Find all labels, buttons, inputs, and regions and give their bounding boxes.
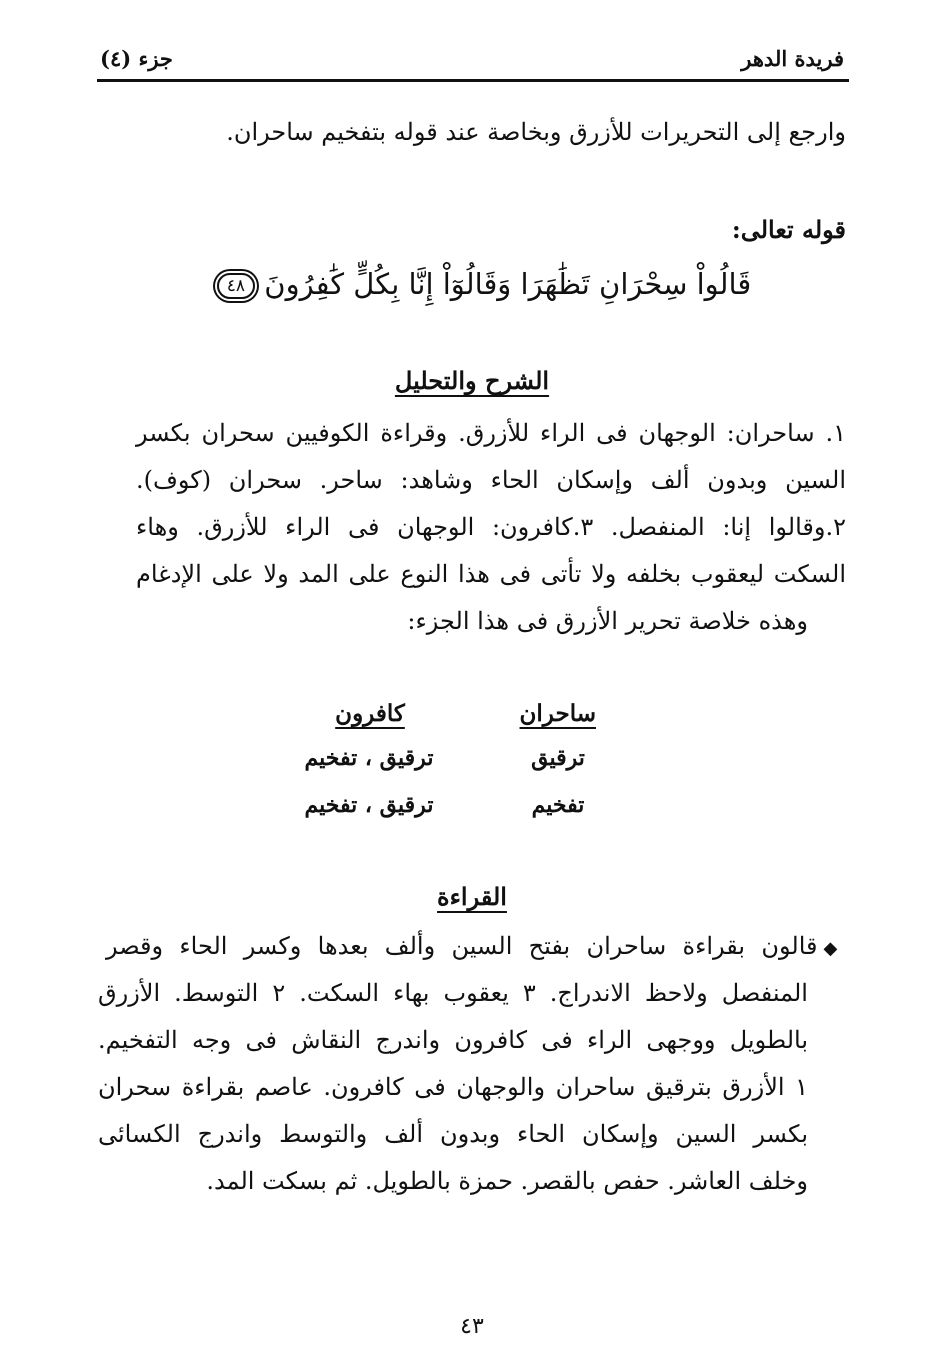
qiraa-line-6: وخلف العاشر. حفص بالقصر. حمزة بالطويل. ثم بسكت المد. [206,1167,808,1195]
qiraa-line-1 [106,928,846,964]
table-cell: ترقيق ، تفخيم [304,792,434,818]
ayah-number-mark: ٤٨ [217,273,255,299]
verse-text: قَالُواْ سِحْرَانِ تَظَٰهَرَا وَقَالُوٓاْ إِنَّا بِكُلٍّ كَٰفِرُونَ [264,267,752,301]
qiraa-line-4: ١ الأزرق بترقيق ساحران والوجهان فى كافرون. عاصم بقراءة سحران [98,1073,808,1101]
sharh-line-1: ١. ساحران: الوجهان فى الراء للأزرق. وقراءة الكوفيين سحران بكسر [136,419,846,447]
qiraa-line-3: بالطويل ووجهى الراء فى كافرون واندرج النقاش فى وجه التفخيم. [98,1026,808,1054]
quran-verse [160,262,800,306]
intro-line: وارجع إلى التحريرات للأزرق وبخاصة عند قوله بتفخيم ساحران. [226,118,846,146]
qiraa-line-2: المنفصل ولاحظ الاندراج. ٣ يعقوب بهاء السكت. ٢ التوسط. الأزرق [98,979,808,1007]
bullet-diamond-icon: ◆ [823,938,847,959]
header-rule [97,79,849,82]
sharh-line-3: ٢.وقالوا إنا: المنفصل. ٣.كافرون: الوجهان فى الراء للأزرق. وهاء [136,513,846,541]
table-cell: ترقيق [531,745,585,771]
sharh-heading: الشرح والتحليل [394,366,550,395]
part-number: جزء (٤) [100,46,173,71]
table-cell: ترقيق ، تفخيم [304,745,434,771]
table-header-kafirun: كافرون [335,700,405,727]
qiraa-text: قالون بقراءة ساحران بفتح السين وألف بعدها وكسر الحاء وقصر [106,932,818,960]
table-header-saharan: ساحران [519,700,596,727]
sharh-line-5: وهذه خلاصة تحرير الأزرق فى هذا الجزء: [407,607,808,635]
sharh-line-4: السكت ليعقوب بخلفه ولا تأتى فى هذا النوع على المد ولا على الإدغام [136,560,846,588]
running-title: فريدة الدهر [741,46,844,71]
qiraa-line-5: بكسر السين وإسكان الحاء وبدون ألف والتوسط واندرج الكسائى [98,1120,808,1148]
verse-label: قوله تعالى: [731,215,846,244]
sharh-line-2: السين وبدون ألف وإسكان الحاء وشاهد: ساحر. سحران (كوف). [136,466,846,494]
qiraa-heading: القراءة [437,882,507,911]
page-number: ٤٣ [460,1314,484,1339]
table-cell: تفخيم [531,792,585,818]
